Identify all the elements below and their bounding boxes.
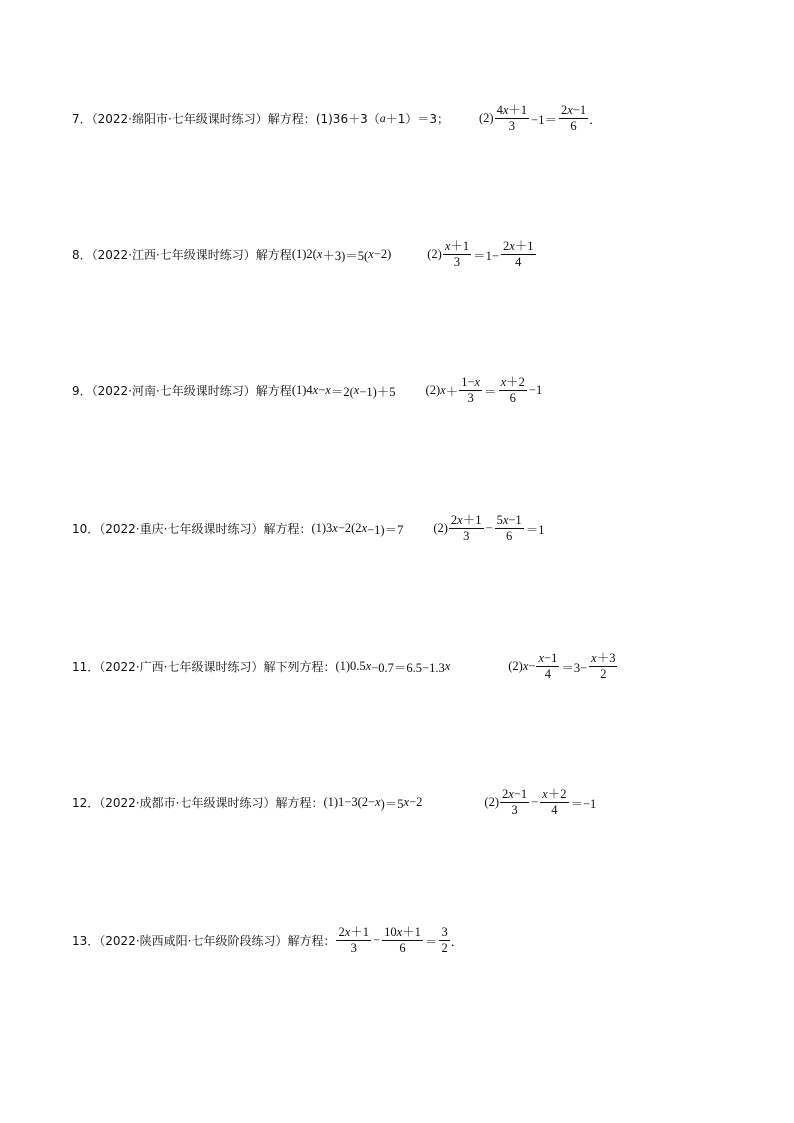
problem-source: 12．（2022·成都市·七年级课时练习）解方程： xyxy=(72,796,324,811)
part-label: (2) xyxy=(484,795,499,810)
part-label: (2) xyxy=(433,521,448,536)
problem-12 xyxy=(72,788,597,817)
part-label: (1) xyxy=(311,521,327,536)
equation-1: (1) 0.5 x −0.7＝6.5−1.3 x xyxy=(335,659,451,675)
part-label: (2) xyxy=(425,383,441,398)
problem-source: 13．（2022·陕西咸阳·七年级阶段练习）解方程： xyxy=(72,934,336,949)
problem-10 xyxy=(72,514,545,543)
equation-2: (2) $\frac{x+1}{3}$ ＝1− $\frac{2x+1}{4}$ xyxy=(427,239,534,270)
problem-9 xyxy=(72,376,543,405)
equation-2: (2) x ＋ $\frac{1-x}{3}$ ＝ $\frac{x+2}{6}$ −1 xyxy=(425,375,543,406)
equation-1: (1) 3 x −2(2 x −1)＝7 xyxy=(311,521,404,537)
equation-1: (1)36＋3（ a ＋1）＝3； xyxy=(315,111,449,127)
equation-2: (2) x − $\frac{x-1}{4}$ ＝3− $\frac{x+3}{2}$ xyxy=(508,651,616,682)
equation-2: (2) $\frac{2x+1}{3}$ − $\frac{5x-1}{6}$ ＝1 xyxy=(433,513,545,544)
problem-13 xyxy=(72,926,463,955)
part-label: (1) xyxy=(335,659,351,674)
equation-1: (1) 2( x ＋3)＝5( x −2) xyxy=(291,247,392,263)
equation-1: (1) 4 x − x ＝2( x −1)＋5 xyxy=(291,383,396,399)
equation-1: $\frac{2x+1}{3}$ − $\frac{10x+1}{6}$ ＝ $\frac{3}{2}$ ． xyxy=(338,925,464,956)
part-label: (1) xyxy=(291,247,307,262)
equation-1: (1) 1−3(2− x )＝5 x −2 xyxy=(323,795,423,811)
problem-source: 8．（2022·江西·七年级课时练习）解方程 xyxy=(72,248,292,263)
part-label: (1) xyxy=(323,795,339,810)
equation-2: (2) $\frac{2x-1}{3}$ − $\frac{x+2}{4}$ ＝−1 xyxy=(484,787,597,818)
part-label: (2) xyxy=(427,247,442,262)
problem-source: 10．（2022·重庆·七年级课时练习）解方程： xyxy=(72,522,312,537)
problem-source: 7．（2022·绵阳市·七年级课时练习）解方程： xyxy=(72,112,316,127)
part-label: (1) xyxy=(291,383,307,398)
equation-2: (2) $\frac{4x+1}{3}$ −1＝ $\frac{2x-1}{6}$ ． xyxy=(479,103,602,134)
problem-7 xyxy=(72,104,602,133)
problem-8 xyxy=(72,240,537,269)
problem-11 xyxy=(72,652,618,681)
part-label: (2) xyxy=(508,659,523,674)
period: ． xyxy=(450,934,464,949)
part-label: (2) xyxy=(479,111,494,126)
period: ． xyxy=(589,112,602,127)
problem-source: 11．（2022·广西·七年级课时练习）解下列方程： xyxy=(72,660,336,675)
problem-source: 9．（2022·河南·七年级课时练习）解方程 xyxy=(72,384,292,399)
